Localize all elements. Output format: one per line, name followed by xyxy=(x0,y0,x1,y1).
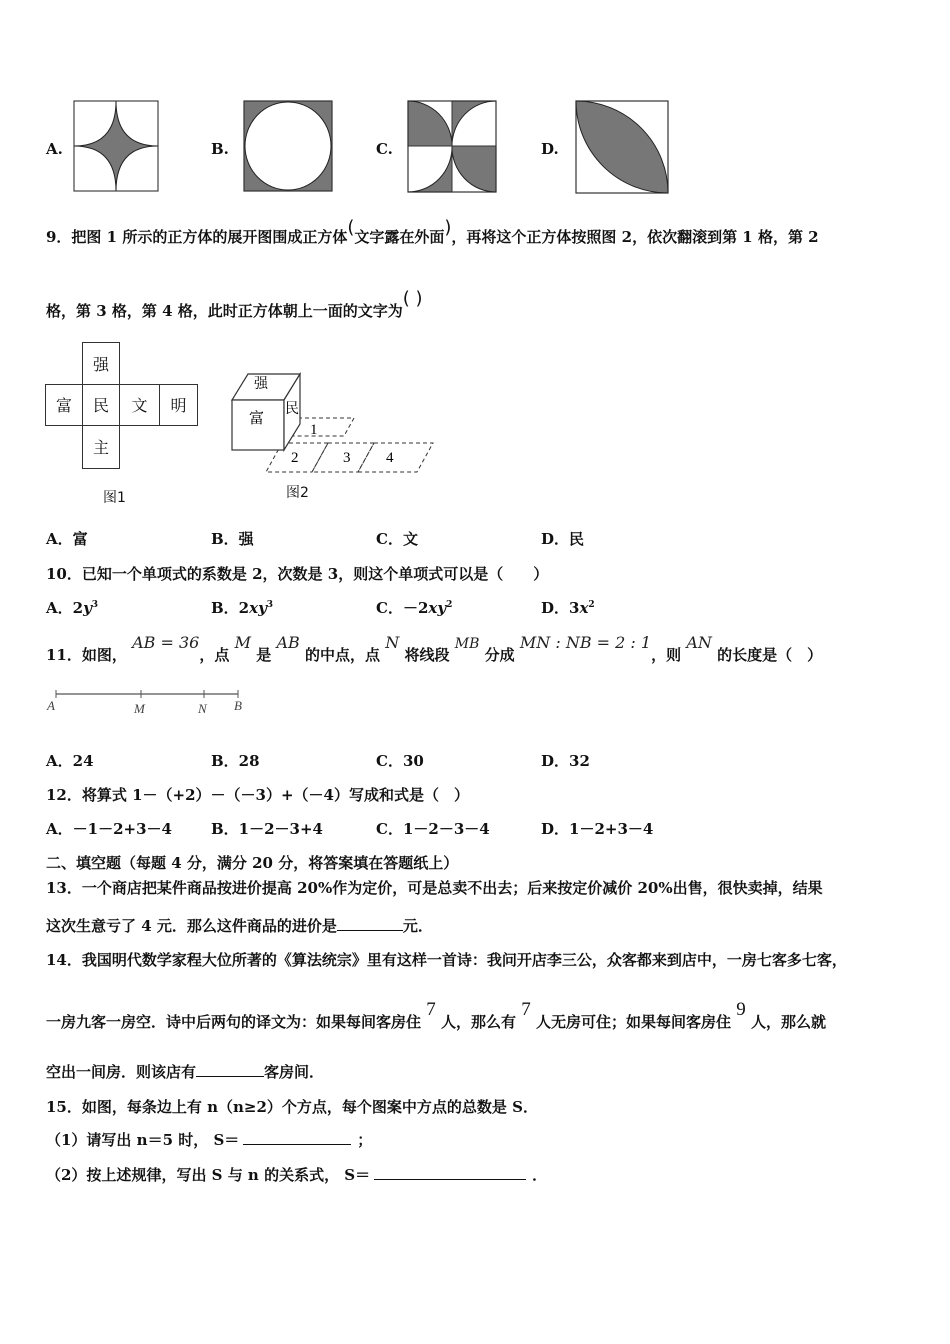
q14-line1: 14．我国明代数学家程大位所著的《算法统宗》里有这样一首诗：我问开店李三公，众客都来到店中，一房七客多七客， xyxy=(46,951,847,969)
q9-option-c[interactable]: C．文 xyxy=(376,530,418,548)
q8-figure-c-pinwheel xyxy=(407,100,497,193)
q10-option-b[interactable] xyxy=(211,597,273,618)
q9-stem-line1 xyxy=(46,217,819,247)
segment-label-n: N xyxy=(198,701,207,716)
q14-text-a: 一房九客一房空．诗中后两句的译文为：如果每间客房住 xyxy=(46,1013,422,1031)
q15-p1-end: ； xyxy=(357,1131,373,1149)
q8-option-c-label: C. xyxy=(376,140,393,158)
q15-part1 xyxy=(46,1129,372,1150)
q11-option-d[interactable]: D．32 xyxy=(541,752,590,770)
q14-num-7a: 7 xyxy=(426,999,436,1020)
q11-math-n: N xyxy=(385,633,400,652)
q9-stem-line2 xyxy=(46,288,423,321)
q11-math-m: M xyxy=(234,633,251,652)
q11-option-b[interactable]: B．28 xyxy=(211,752,260,770)
q14-text-c: 人无房可住；如果每间客房住 xyxy=(535,1013,731,1031)
q13-text-b: 元． xyxy=(402,917,433,935)
cube-top-label: 强 xyxy=(254,376,268,392)
q10-b-exp: 3 xyxy=(266,600,274,610)
q11-line-segment-figure xyxy=(44,686,249,718)
q11-s7: ，则 xyxy=(651,646,682,664)
q15-stem: 15．如图，每条边上有 n（n≥2）个方点，每个图案中方点的总数是 S． xyxy=(46,1098,538,1116)
q12-stem: 12．将算式 1－（+2）－（－3）+（－4）写成和式是（ ） xyxy=(46,786,469,804)
q9-option-d[interactable]: D．民 xyxy=(541,530,585,548)
q10-c-var: xy xyxy=(428,599,447,617)
q14-text-e: 空出一间房．则该店有 xyxy=(46,1063,197,1081)
q11-option-c[interactable]: C．30 xyxy=(376,752,424,770)
net-cell-culture: 文 xyxy=(119,384,160,426)
net-cell-democracy: 主 xyxy=(82,425,120,469)
q9-figure1-net xyxy=(45,342,205,510)
q9-option-b[interactable]: B．强 xyxy=(211,530,254,548)
q10-option-d[interactable] xyxy=(541,597,595,618)
q11-s4: 的中点，点 xyxy=(305,646,381,664)
q11-math-ab: AB xyxy=(276,633,300,652)
q11-math-an: AN xyxy=(686,633,712,652)
q11-s8: 的长度是（ ） xyxy=(717,646,823,664)
q15-p2-text: （2）按上述规律，写出 S 与 n 的关系式， S＝ xyxy=(46,1166,371,1184)
q14-answer-blank[interactable] xyxy=(196,1076,264,1077)
q11-option-a[interactable]: A．24 xyxy=(46,752,94,770)
q15-p2-end: ． xyxy=(532,1166,548,1184)
q13-line2 xyxy=(46,915,433,936)
q9-option-a[interactable]: A．富 xyxy=(46,530,88,548)
section2-heading: 二、填空题（每题 4 分，满分 20 分，将答案填在答题纸上） xyxy=(46,854,459,872)
q14-num-9: 9 xyxy=(736,999,746,1020)
q10-a-var: y xyxy=(83,599,92,617)
q12-option-d[interactable]: D．1－2+3－4 xyxy=(541,820,654,838)
q14-text-b: 人，那么有 xyxy=(440,1013,516,1031)
q9-paren-left: ( xyxy=(347,217,355,238)
q11-math-ab36: AB = 36 xyxy=(132,633,200,652)
q14-text-d: 人，那么就 xyxy=(750,1013,826,1031)
q8-option-b-label: B. xyxy=(211,140,229,158)
segment-label-m: M xyxy=(134,701,145,716)
grid-label-1: 1 xyxy=(310,422,318,438)
q15-p1-text: （1）请写出 n＝5 时， S＝ xyxy=(46,1131,240,1149)
q11-math-ratio: MN : NB = 2 : 1 xyxy=(519,633,652,652)
q8-option-d-label: D. xyxy=(541,140,559,158)
q11-s1: 11．如图， xyxy=(46,646,127,664)
q10-b-var: xy xyxy=(249,599,267,617)
q13-line1: 13．一个商店把某件商品按进价提高 20%作为定价，可是总卖不出去；后来按定价减价 20%出售，很快卖掉，结果 xyxy=(46,879,823,897)
q8-figure-b-circle xyxy=(243,100,333,192)
q10-d-prefix: D．3 xyxy=(541,599,580,617)
q11-s6: 分成 xyxy=(484,646,515,664)
q10-option-c[interactable] xyxy=(376,597,452,618)
q14-num-7b: 7 xyxy=(521,999,531,1020)
q14-text-f: 客房间． xyxy=(264,1063,325,1081)
q11-s2: ，点 xyxy=(199,646,230,664)
figure1-caption: 图1 xyxy=(103,490,126,506)
net-cell-strong: 强 xyxy=(82,342,120,385)
q8-option-a-label: A. xyxy=(46,140,63,158)
q11-s5: 将线段 xyxy=(404,646,450,664)
q10-a-exp: 3 xyxy=(91,600,99,610)
q10-b-prefix: B．2 xyxy=(211,599,250,617)
q11-stem xyxy=(46,633,823,665)
q11-math-mb: MB xyxy=(454,636,480,652)
q13-answer-blank[interactable] xyxy=(337,930,403,931)
q15-p2-answer-blank[interactable] xyxy=(374,1179,526,1180)
q10-a-prefix: A．2 xyxy=(46,599,84,617)
net-cell-people: 民 xyxy=(82,384,120,426)
q13-text-a: 这次生意亏了 4 元．那么这件商品的进价是 xyxy=(46,917,337,935)
q9-paren-right: ) xyxy=(444,217,452,238)
q8-figure-a-star xyxy=(73,100,159,192)
cube-side-label: 民 xyxy=(285,401,299,417)
figure2-caption: 图2 xyxy=(286,485,309,501)
q9-text-c: ，再将这个正方体按照图 2，依次翻滚到第 1 格，第 2 xyxy=(451,228,819,246)
q9-figure2-cube-grid xyxy=(228,368,443,478)
q15-part2 xyxy=(46,1164,547,1185)
q10-c-prefix: C．－2 xyxy=(376,599,429,617)
grid-label-4: 4 xyxy=(386,450,394,466)
q10-c-exp: 2 xyxy=(446,600,453,610)
q10-stem: 10．已知一个单项式的系数是 2，次数是 3，则这个单项式可以是（ ） xyxy=(46,565,549,583)
net-cell-rich: 富 xyxy=(45,384,83,426)
q10-option-a[interactable] xyxy=(46,597,98,618)
q8-figure-d-leaf xyxy=(575,100,669,194)
grid-label-3: 3 xyxy=(343,450,351,466)
q12-option-b[interactable]: B．1－2－3+4 xyxy=(211,820,323,838)
q15-p1-answer-blank[interactable] xyxy=(243,1144,351,1145)
q9-answer-paren: ( ) xyxy=(402,288,423,309)
q11-s3: 是 xyxy=(256,646,272,664)
q12-option-c[interactable]: C．1－2－3－4 xyxy=(376,820,490,838)
q14-line2 xyxy=(46,999,826,1033)
segment-label-a: A xyxy=(47,698,55,713)
q9-text-b: 文字露在外面 xyxy=(354,228,445,246)
segment-label-b: B xyxy=(234,698,242,713)
q9-text-a: 9．把图 1 所示的正方体的展开图围成正方体 xyxy=(46,228,348,246)
cube-front-label: 富 xyxy=(249,409,265,427)
q9-text-line2: 格，第 3 格，第 4 格，此时正方体朝上一面的文字为 xyxy=(46,302,403,320)
net-cell-bright: 明 xyxy=(159,384,198,426)
q14-line3 xyxy=(46,1061,324,1082)
grid-label-2: 2 xyxy=(291,450,299,466)
q10-d-exp: 2 xyxy=(588,600,595,610)
q12-option-a[interactable]: A．－1－2+3－4 xyxy=(46,820,172,838)
q10-d-var: x xyxy=(579,599,589,617)
